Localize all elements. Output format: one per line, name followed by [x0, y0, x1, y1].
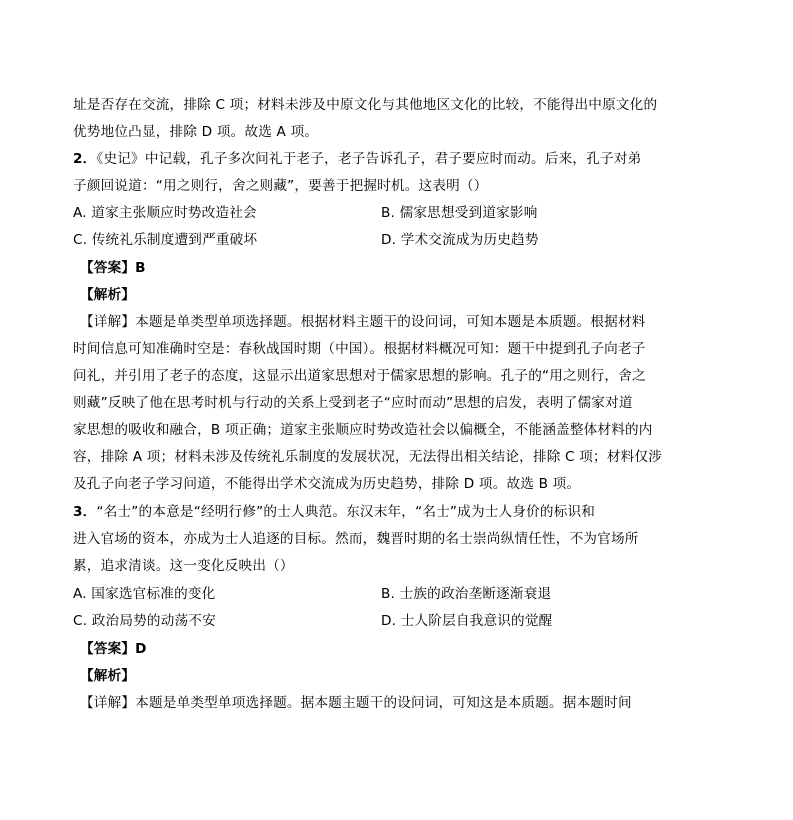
option-b: B. 儒家思想受到道家影响	[381, 205, 538, 221]
question-text: “名士”的本意是“经明行修”的士人典范。东汉末年，“名士”成为士人身价的标识和	[96, 504, 596, 520]
question-3-stem	[73, 503, 595, 521]
text-line: 址是否存在交流，排除 C 项；材料未涉及中原文化与其他地区文化的比较，不能得出中原文化的	[73, 97, 658, 113]
detail-line: 则藏”反映了他在思考时机与行动的关系上受到老子“应时而动”思想的启发，表明了儒家对道	[73, 395, 633, 411]
detail-line: 时间信息可知准确时空是：春秋战国时期（中国）。根据材料概况可知：题干中提到孔子向老子	[73, 341, 646, 357]
option-c: C. 传统礼乐制度遭到严重破坏	[73, 232, 258, 248]
question-text: 《史记》中记载，孔子多次问礼于老子，老子告诉孔子，君子要应时而动。后来，孔子对弟	[96, 151, 642, 167]
detail-line: 【详解】本题是单类型单项选择题。据本题主题干的设问词，可知这是本质题。据本题时间	[80, 695, 632, 711]
text-line: 子颜回说道：“用之则行，舍之则藏”，要善于把握时机。这表明（）	[73, 178, 488, 194]
answer-label: 【答案】B	[80, 260, 146, 276]
detail-line: 及孔子向老子学习问道，不能得出学术交流成为历史趋势，排除 D 项。故选 B 项。	[73, 476, 581, 492]
question-number: 2．	[73, 151, 97, 167]
option-a: A. 道家主张顺应时势改造社会	[73, 205, 257, 221]
options-row	[73, 204, 257, 222]
detail-line: 问礼，并引用了老子的态度，这显示出道家思想对于儒家思想的影响。孔子的“用之则行，舍之	[73, 368, 646, 384]
option-c: C. 政治局势的动荡不安	[73, 613, 216, 629]
option-d: D. 学术交流成为历史趋势	[381, 232, 539, 248]
analysis-label: 【解析】	[80, 287, 136, 303]
text-line: 优势地位凸显，排除 D 项。故选 A 项。	[73, 124, 319, 140]
text-line: 进入官场的资本，亦成为士人追逐的目标。然而，魏晋时期的名士崇尚纵情任性，不为官场所	[73, 531, 639, 547]
question-2-stem	[73, 150, 641, 168]
analysis-label: 【解析】	[80, 668, 136, 684]
answer-label: 【答案】D	[80, 641, 147, 657]
text-line: 累，追求清谈。这一变化反映出（）	[73, 558, 294, 574]
option-b: B. 士族的政治垄断逐渐衰退	[381, 586, 552, 602]
question-number: 3．	[73, 504, 97, 520]
option-a: A. 国家选官标准的变化	[73, 586, 216, 602]
detail-line: 容，排除 A 项；材料未涉及传统礼乐制度的发展状况，无法得出相关结论，排除 C 项；材料仅涉	[73, 449, 663, 465]
detail-line: 【详解】本题是单类型单项选择题。根据材料主题干的设问词，可知本题是本质题。根据材料	[80, 314, 646, 330]
detail-line: 家思想的吸收和融合，B 项正确；道家主张顺应时势改造社会以偏概全，不能涵盖整体材料的内	[73, 422, 653, 438]
option-d: D. 士人阶层自我意识的觉醒	[381, 613, 553, 629]
